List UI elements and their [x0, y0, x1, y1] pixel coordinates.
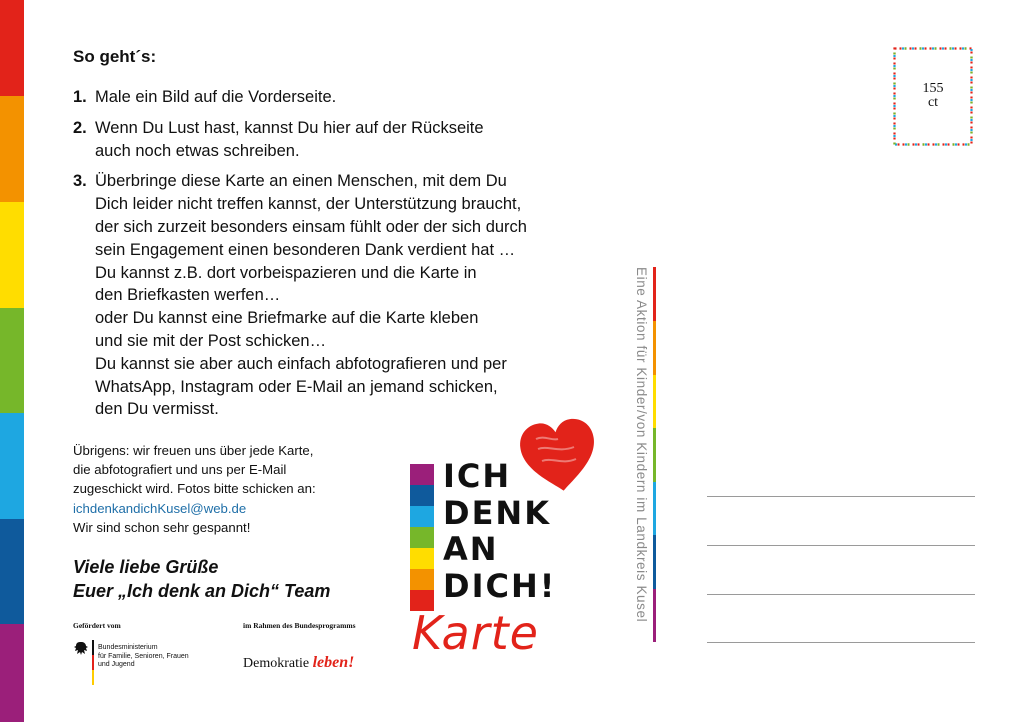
address-line[interactable]: [707, 496, 975, 497]
side-caption: Eine Aktion für Kinder/von Kindern im Landkreis Kusel: [634, 267, 649, 623]
funded-by-label: Gefördert vom: [73, 621, 121, 630]
logo-block: [410, 527, 434, 548]
photo-note: [73, 441, 316, 537]
step-number: 3.: [73, 172, 87, 191]
stripe-yellow: [0, 202, 24, 308]
step-text-line: auch noch etwas schreiben.: [95, 141, 300, 160]
logo-block: [410, 506, 434, 527]
note-line: die abfotografiert und uns per E-Mail: [73, 462, 287, 478]
greeting-line: Viele liebe Grüße: [73, 557, 219, 577]
stripe-green: [0, 308, 24, 413]
stripe-blue: [0, 519, 24, 624]
program-name-accent: leben!: [312, 654, 355, 671]
instruction-steps: [73, 86, 593, 429]
step-text-line: oder Du kannst eine Briefmarke auf die Karte kleben: [95, 309, 479, 328]
stamp-amount: 155: [922, 81, 944, 96]
step-text-line: WhatsApp, Instagram oder E-Mail an jemand schicken,: [95, 377, 498, 396]
step-1: [73, 86, 593, 109]
logo-block: [410, 569, 434, 590]
contact-email[interactable]: ichdenkandichKusel@web.de: [73, 500, 247, 516]
step-2: [73, 117, 593, 163]
logo-block: [410, 548, 434, 569]
note-line: zugeschickt wird. Fotos bitte schicken an:: [73, 481, 316, 497]
heart-icon: [518, 417, 600, 495]
rainbow-stripe-border: [0, 0, 24, 722]
logo-block: [410, 485, 434, 506]
step-number: 2.: [73, 118, 87, 137]
step-text-line: den Briefkasten werfen…: [95, 286, 281, 305]
step-number: 1.: [73, 88, 87, 106]
logo-subtitle: Karte: [412, 606, 539, 660]
address-line[interactable]: [707, 594, 975, 595]
ministry-line: Bundesministerium: [98, 644, 158, 651]
step-text-line: Du kannst z.B. dort vorbeispazieren und die Karte in: [95, 263, 477, 282]
program-label: im Rahmen des Bundesprogramms: [243, 621, 356, 630]
stripe-red: [0, 0, 24, 96]
step-3: [73, 170, 593, 421]
stamp-value: [893, 82, 973, 110]
note-line: Übrigens: wir freuen uns über jede Karte,: [73, 443, 314, 458]
logo-block: [410, 464, 434, 485]
address-line[interactable]: [707, 545, 975, 546]
step-text-line: sein Engagement einen besonderen Dank verdient hat …: [95, 240, 516, 259]
stamp-placeholder: [893, 47, 973, 146]
stripe-orange: [0, 96, 24, 202]
ministry-line: und Jugend: [98, 661, 135, 668]
step-text-line: und sie mit der Post schicken…: [95, 331, 327, 350]
ministry-line: für Familie, Senioren, Frauen: [98, 652, 189, 660]
side-bar-segment: [653, 428, 656, 482]
greeting: [73, 555, 330, 603]
program-name: Demokratie: [243, 656, 310, 671]
logo-color-blocks: [410, 464, 434, 611]
side-bar-segment: [653, 267, 656, 321]
logo-line: AN: [443, 530, 499, 568]
logo-line: DENK: [443, 493, 551, 532]
note-closing: Wir sind schon sehr gespannt!: [73, 519, 251, 535]
stamp-unit: ct: [927, 95, 939, 110]
federal-eagle-icon: [73, 640, 95, 688]
demokratie-leben-logo: [243, 654, 354, 672]
stripe-purple: [0, 624, 24, 722]
side-bar-segment: [653, 375, 656, 428]
side-bar-segment: [653, 482, 656, 535]
side-bar-segment: [653, 589, 656, 642]
logo-line: DICH!: [443, 566, 557, 605]
logo-line: ICH: [443, 457, 512, 495]
side-bar-segment: [653, 321, 656, 375]
address-line[interactable]: [707, 642, 975, 643]
side-bar-segment: [653, 535, 656, 589]
side-rainbow-bar: [653, 267, 656, 642]
step-text-line: Überbringe diese Karte an einen Menschen, mit dem Du: [95, 172, 507, 191]
ministry-logo: [73, 640, 189, 693]
step-text-line: Male ein Bild auf die Vorderseite.: [95, 88, 337, 106]
instructions-heading: So geht´s:: [73, 47, 157, 66]
stripe-cyan: [0, 413, 24, 519]
step-text-line: den Du vermisst.: [95, 400, 219, 419]
step-text-line: Wenn Du Lust hast, kannst Du hier auf der Rückseite: [95, 118, 484, 137]
ministry-name: [98, 644, 208, 670]
step-text-line: der sich zurzeit besonders einsam fühlt oder der sich durch: [95, 217, 527, 236]
step-text-line: Du kannst sie aber auch einfach abfotografieren und per: [95, 354, 507, 373]
step-text-line: Dich leider nicht treffen kannst, der Unterstützung braucht,: [95, 195, 522, 214]
greeting-line: Euer „Ich denk an Dich“ Team: [73, 581, 331, 601]
